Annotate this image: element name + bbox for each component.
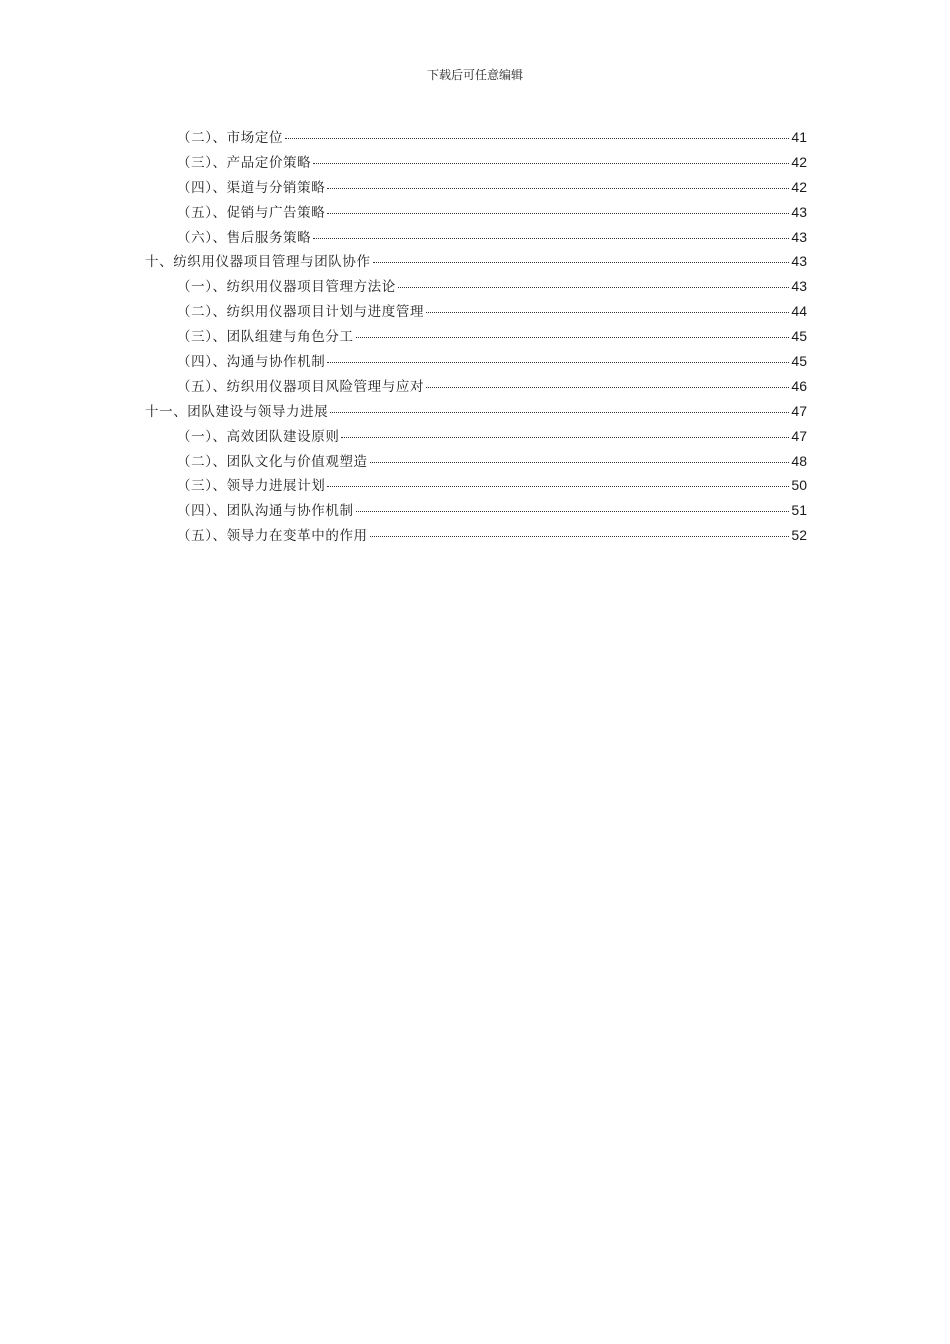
toc-entry-title: （三）、产品定价策略 <box>177 154 312 171</box>
toc-entry-title: 十一、团队建设与领导力进展 <box>145 403 329 420</box>
toc-entry-title: （二）、纺织用仪器项目计划与进度管理 <box>177 304 425 321</box>
toc-entry-title: （二）、团队文化与价值观塑造 <box>177 453 368 470</box>
toc-entry[interactable] <box>145 176 807 201</box>
toc-entry[interactable] <box>145 474 807 499</box>
toc-dot-leader <box>426 312 789 313</box>
toc-entry-title: （六）、售后服务策略 <box>177 229 312 246</box>
toc-page-number: 45 <box>791 353 807 370</box>
toc-page-number: 52 <box>791 527 807 544</box>
toc-dot-leader <box>398 287 790 288</box>
toc-dot-leader <box>370 462 790 463</box>
toc-entry-title: （四）、渠道与分销策略 <box>177 179 326 196</box>
toc-page-number: 43 <box>791 228 807 245</box>
toc-entry-title: （四）、沟通与协作机制 <box>177 354 326 371</box>
toc-page-number: 47 <box>791 402 807 419</box>
toc-chapter-entry[interactable] <box>145 400 807 425</box>
toc-dot-leader <box>356 511 790 512</box>
toc-page-number: 44 <box>791 303 807 320</box>
toc-chapter-entry[interactable] <box>145 250 807 275</box>
toc-page-number: 41 <box>791 129 807 145</box>
toc-dot-leader <box>327 188 789 189</box>
toc-dot-leader <box>327 213 789 214</box>
toc-entry-title: （五）、促销与广告策略 <box>177 204 326 221</box>
toc-dot-leader <box>373 262 790 263</box>
toc-entry[interactable] <box>145 325 807 350</box>
toc-page-number: 42 <box>791 153 807 170</box>
toc-entry-title: （三）、团队组建与角色分工 <box>177 329 354 346</box>
toc-dot-leader <box>330 412 789 413</box>
toc-entry-title: （一）、纺织用仪器项目管理方法论 <box>177 279 396 296</box>
toc-dot-leader <box>341 437 789 438</box>
toc-entry[interactable] <box>145 300 807 325</box>
toc-page-number: 42 <box>791 178 807 195</box>
toc-entry-title: 十、纺织用仪器项目管理与团队协作 <box>145 254 371 271</box>
toc-dot-leader <box>370 536 790 537</box>
toc-entry[interactable] <box>145 524 807 549</box>
toc-entry[interactable] <box>145 275 807 300</box>
toc-dot-leader <box>426 387 789 388</box>
toc-entry-title: （一）、高效团队建设原则 <box>177 428 340 445</box>
page-header: 下载后可任意编辑 <box>426 68 523 82</box>
toc-entry-title: （四）、团队沟通与协作机制 <box>177 503 354 520</box>
toc-entry-title: （五）、纺织用仪器项目风险管理与应对 <box>177 378 425 395</box>
toc-page-number: 43 <box>791 203 807 220</box>
toc-dot-leader <box>285 138 789 139</box>
toc-page-number: 46 <box>791 377 807 394</box>
toc-page-number: 51 <box>791 502 807 519</box>
toc-dot-leader <box>327 486 789 487</box>
toc-entry-title: （三）、领导力进展计划 <box>177 478 326 495</box>
toc-entry[interactable] <box>145 201 807 226</box>
toc-page-number: 48 <box>791 452 807 469</box>
toc-entry-title: （五）、领导力在变革中的作用 <box>177 528 368 545</box>
toc-page-number: 43 <box>791 278 807 295</box>
toc-entry[interactable] <box>145 450 807 475</box>
toc-dot-leader <box>313 238 789 239</box>
toc-dot-leader <box>313 163 789 164</box>
toc-page-number: 50 <box>791 477 807 494</box>
toc-page-number: 45 <box>791 328 807 345</box>
toc-entry[interactable] <box>145 375 807 400</box>
toc-entry[interactable] <box>145 151 807 176</box>
toc-entry[interactable] <box>145 226 807 251</box>
toc-entry-title: （二）、市场定位 <box>177 130 284 146</box>
toc-entry[interactable] <box>145 425 807 450</box>
toc-dot-leader <box>356 337 790 338</box>
toc-entry[interactable] <box>145 499 807 524</box>
table-of-contents <box>145 126 807 549</box>
toc-page-number: 47 <box>791 427 807 444</box>
toc-page-number: 43 <box>791 253 807 270</box>
toc-entry[interactable] <box>145 350 807 375</box>
toc-entry[interactable] <box>145 126 807 151</box>
toc-dot-leader <box>327 362 789 363</box>
